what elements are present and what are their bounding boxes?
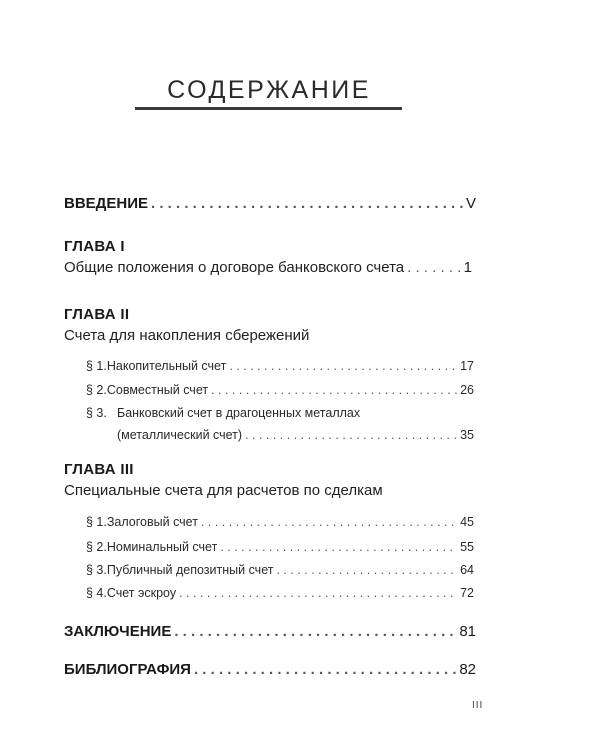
section-number: § 1. [86, 515, 107, 529]
chapter-2-heading: ГЛАВА II [64, 306, 130, 323]
toc-entry-label: БИБЛИОГРАФИЯ [64, 661, 191, 678]
toc-section-3-1[interactable] [86, 515, 474, 529]
section-number: § 2. [86, 383, 107, 397]
dot-leader [407, 259, 461, 276]
section-number: § 3. [86, 406, 107, 420]
section-title: Счет эскроу [106, 586, 177, 600]
toc-section-3-2[interactable] [86, 540, 474, 554]
chapter-2-title: Счета для накопления сбережений [64, 327, 310, 344]
section-title: Банковский счет в драгоценных металлах [117, 406, 361, 420]
dot-leader [201, 515, 457, 529]
dot-leader [179, 586, 457, 600]
toc-entry-label: Общие положения о договоре банковского счета [64, 259, 405, 276]
dot-leader [229, 359, 457, 373]
toc-entry-label: ЗАКЛЮЧЕНИЕ [64, 623, 172, 640]
dot-leader [276, 563, 457, 577]
toc-entry-intro[interactable] [64, 195, 476, 212]
title-underline [135, 107, 402, 110]
toc-page-number: 82 [459, 661, 476, 678]
dot-leader [211, 383, 457, 397]
toc-entry-conclusion[interactable] [64, 623, 476, 640]
section-number: § 1. [86, 359, 107, 373]
toc-section-2-3-continued[interactable] [117, 428, 474, 442]
dot-leader [174, 623, 456, 640]
toc-section-3-4[interactable] [86, 586, 474, 600]
toc-page-number: 26 [460, 383, 474, 397]
toc-page-number: V [465, 195, 476, 212]
toc-section-3-3[interactable] [86, 563, 474, 577]
toc-section-2-3[interactable] [86, 406, 474, 420]
chapter-3-heading: ГЛАВА III [64, 461, 134, 478]
toc-entry-label: ВВЕДЕНИЕ [64, 195, 148, 212]
toc-page-number: 64 [460, 563, 474, 577]
section-title: Залоговый счет [106, 515, 198, 529]
section-number: § 4. [86, 586, 107, 600]
toc-page-number: 55 [460, 540, 474, 554]
section-title: Публичный депозитный счет [106, 563, 274, 577]
section-title: Совместный счет [106, 383, 209, 397]
dot-leader [194, 661, 456, 678]
page-number: III [472, 700, 484, 711]
section-title: Накопительный счет [106, 359, 227, 373]
section-number: § 2. [86, 540, 107, 554]
toc-page-number: 81 [459, 623, 476, 640]
page-title: СОДЕРЖАНИЕ [167, 76, 371, 104]
toc-page-number: 17 [460, 359, 474, 373]
section-title-continued: (металлический счет) [117, 428, 243, 442]
dot-leader [245, 428, 457, 442]
toc-page-number: 35 [460, 428, 474, 442]
toc-page-number: 45 [460, 515, 474, 529]
toc-section-2-2[interactable] [86, 383, 474, 397]
toc-page-number: 72 [460, 586, 474, 600]
section-title: Номинальный счет [106, 540, 218, 554]
chapter-1-heading: ГЛАВА I [64, 238, 125, 255]
section-number: § 3. [86, 563, 107, 577]
toc-section-2-1[interactable] [86, 359, 474, 373]
toc-page-number: 1 [463, 259, 472, 276]
chapter-3-title: Специальные счета для расчетов по сделкам [64, 482, 383, 499]
toc-entry-chapter-1[interactable] [64, 259, 472, 276]
dot-leader [220, 540, 457, 554]
toc-entry-bibliography[interactable] [64, 661, 476, 678]
dot-leader [151, 195, 463, 212]
